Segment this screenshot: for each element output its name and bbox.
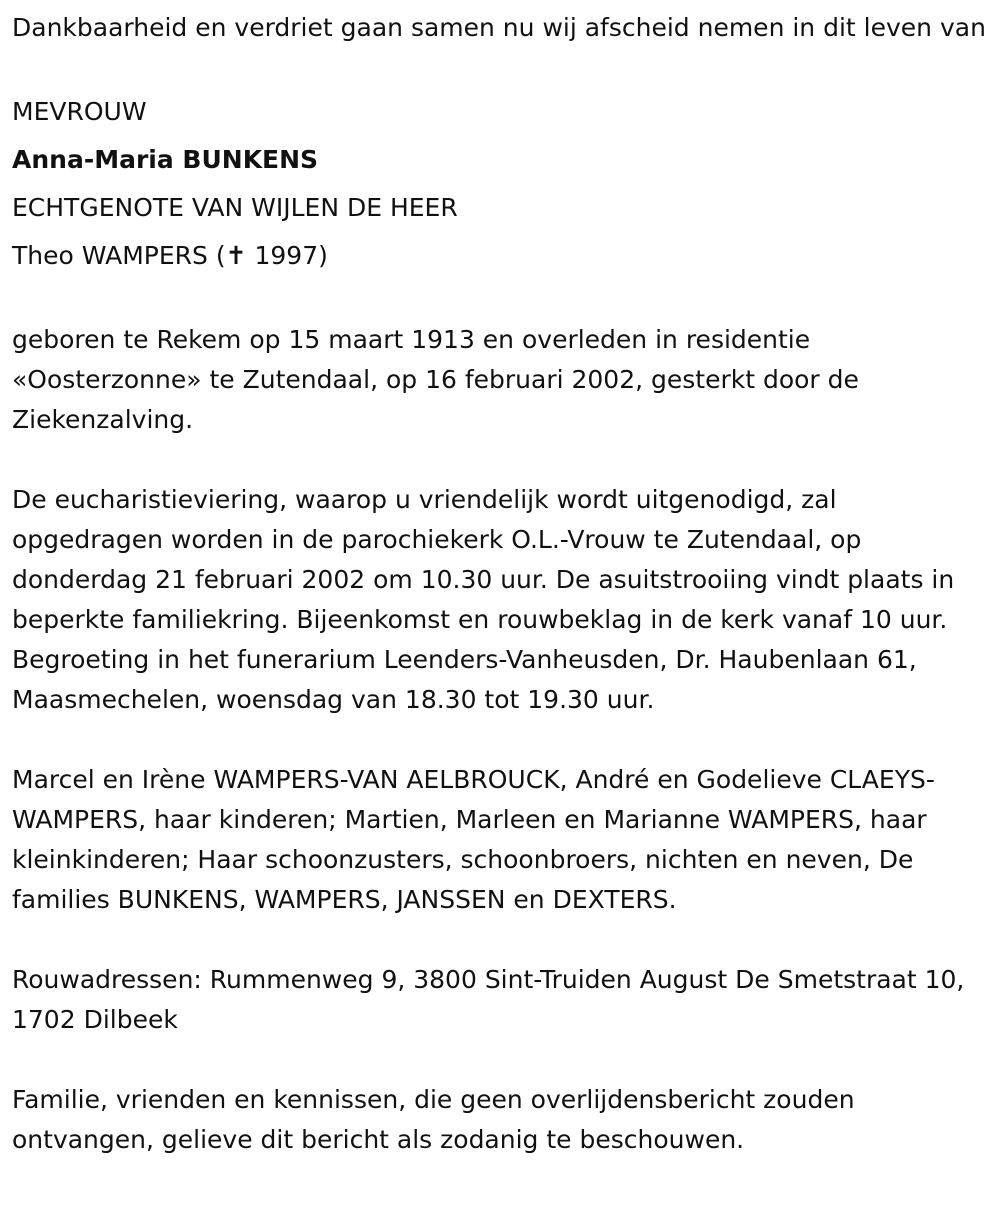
addresses-text: Rouwadressen: Rummenweg 9, 3800 Sint-Truiden August De Smetstraat 10, 1702 Dilbeek xyxy=(12,965,965,1034)
birth-death-text: geboren te Rekem op 15 maart 1913 en overleden in residentie «Oosterzonne» te Zutendaal, op 16 februari 2002, gesterkt door de Ziekenzalving. xyxy=(12,325,859,434)
family-text: Marcel en Irène WAMPERS-VAN AELBROUCK, André en Godelieve CLAEYS-WAMPERS, haar kinderen; Martien, Marleen en Marianne WAMPERS, haar kleinkinderen; Haar schoonzusters, schoonbroers, nichten en neven, De families BUNKENS, WAMPERS, JANSSEN en DEXTERS. xyxy=(12,765,935,914)
spouse-line xyxy=(12,232,988,280)
ceremony-text: De eucharistieviering, waarop u vriendelijk wordt uitgenodigd, zal opgedragen worden in de parochiekerk O.L.-Vrouw te Zutendaal, op donderdag 21 februari 2002 om 10.30 uur. De asuitstrooiing vindt plaats in beperkte familiekring. Bijeenkomst en rouwbeklag in de kerk vanaf 10 uur. Begroeting in het funerarium Leenders-Vanheusden, Dr. Haubenlaan 61, Maasmechelen, woensdag van 18.30 tot 19.30 uur. xyxy=(12,485,955,714)
obituary-notice xyxy=(12,8,988,1160)
deceased-relation: ECHTGENOTE VAN WIJLEN DE HEER xyxy=(12,193,458,222)
spouse-year: 1997) xyxy=(254,241,328,270)
deceased-block xyxy=(12,88,988,280)
cross-icon: ✝ xyxy=(225,241,247,270)
intro-text: Dankbaarheid en verdriet gaan samen nu wij afscheid nemen in dit leven van xyxy=(12,13,986,42)
deceased-title: MEVROUW xyxy=(12,97,147,126)
closing-text: Familie, vrienden en kennissen, die geen overlijdensbericht zouden ontvangen, gelieve dit bericht als zodanig te beschouwen. xyxy=(12,1085,855,1154)
spouse-name: Theo WAMPERS ( xyxy=(12,241,226,270)
deceased-name: Anna-Maria BUNKENS xyxy=(12,145,319,174)
